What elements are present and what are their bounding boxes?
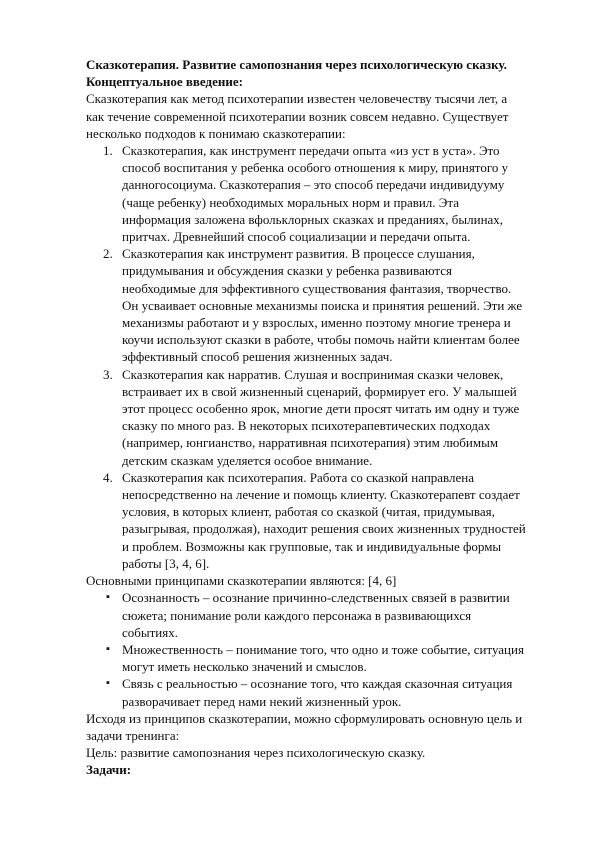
approach-item-3 bbox=[86, 366, 556, 469]
text-line: и проблем. Возможны как групповые, так и индивидуальные формы bbox=[122, 538, 502, 554]
text-line: работы [3, 4, 6]. bbox=[122, 555, 210, 571]
principle-item-reality bbox=[86, 675, 556, 709]
document-title: Сказкотерапия. Развитие самопознания через психологическую сказку. bbox=[86, 57, 507, 72]
square-bullet-icon: ▪ bbox=[106, 677, 110, 690]
square-bullet-icon: ▪ bbox=[106, 591, 110, 604]
text-line: детским сказкам уделяется особое внимание. bbox=[122, 452, 373, 468]
text-line: Сказкотерапия как метод психотерапии известен человечеству тысячи лет, а bbox=[86, 91, 508, 107]
intro-paragraph bbox=[86, 90, 556, 142]
principle-item-awareness bbox=[86, 589, 556, 641]
text-line: могут иметь несколько значений и смыслов. bbox=[122, 659, 367, 675]
text-line: (например, юнгианство, нарративная психотерапия) этим любимым bbox=[122, 435, 499, 451]
section-heading-conceptual-intro: Концептуальное введение: bbox=[86, 74, 243, 90]
text-line: информация заложена вфольклорных сказках и преданиях, былинах, bbox=[122, 211, 504, 227]
text-line: Сказкотерапия как нарратив. Слушая и воспринимая сказки человек, bbox=[122, 366, 504, 382]
text-line: способ воспитания у ребенка особого отношения к миру, принятого у bbox=[122, 160, 509, 176]
text-line: Сказкотерапия как психотерапия. Работа со сказкой направлена bbox=[122, 469, 475, 485]
text-line: несколько подходов к понимаю сказкотерапии: bbox=[86, 125, 346, 141]
goal-text: развитие самопознания через психологическую сказку. bbox=[120, 745, 426, 761]
approach-item-2 bbox=[86, 245, 556, 365]
principles-list bbox=[86, 589, 556, 709]
conclusion-paragraph bbox=[86, 710, 556, 744]
text-line: эффективный способ решения жизненных задач. bbox=[122, 349, 393, 365]
text-line: непосредственно на лечение и помощь клиенту. Сказкотерапевт создает bbox=[122, 487, 520, 503]
approaches-list bbox=[86, 142, 556, 572]
text-line: придумывания и обсуждения сказки у ребенка развиваются bbox=[122, 263, 452, 279]
text-line: Связь с реальностью – осознание того, что каждая сказочная ситуация bbox=[122, 676, 513, 692]
document-content bbox=[86, 56, 556, 779]
text-line: разыгрывая, продолжая), находит решения своих жизненных трудностей bbox=[122, 521, 526, 537]
text-line: притчах. Древнейший способ социализации и передачи опыта. bbox=[122, 229, 471, 245]
text-line: коучи используют сказки в работе, чтобы помочь найти клиентам более bbox=[122, 332, 520, 348]
text-line: Сказкотерапия как инструмент развития. В процессе слушания, bbox=[122, 246, 475, 262]
square-bullet-icon: ▪ bbox=[106, 642, 110, 655]
list-number: 2. bbox=[103, 246, 113, 262]
text-line: условия, в которых клиент, работая со сказкой (читая, придумывая, bbox=[122, 504, 495, 520]
list-number: 4. bbox=[103, 469, 113, 485]
approach-item-4 bbox=[86, 469, 556, 572]
goal-label: Цель: bbox=[86, 745, 118, 761]
text-line: этот процесс особенно ярок, многие дети просят читать им одну и туже bbox=[122, 401, 520, 417]
text-line: необходимые для эффективного существования фантазия, творчество. bbox=[122, 280, 512, 296]
goal-line bbox=[86, 744, 556, 761]
text-line: задачи тренинга: bbox=[86, 727, 180, 743]
text-line: сказку по много раз. В некоторых психотерапевтических подходах bbox=[122, 418, 491, 434]
approach-item-1 bbox=[86, 142, 556, 245]
list-number: 1. bbox=[103, 143, 113, 159]
principle-item-multiplicity bbox=[86, 641, 556, 675]
text-line: данногосоциума. Сказкотерапия – это способ передачи индивидууму bbox=[122, 177, 505, 193]
text-line: Сказкотерапия, как инструмент передачи опыта «из уст в уста». Это bbox=[122, 143, 500, 159]
text-line: разворачивает перед нами некий жизненный урок. bbox=[122, 693, 402, 709]
principles-intro: Основными принципами сказкотерапии являются: [4, 6] bbox=[86, 573, 397, 589]
text-line: событиях. bbox=[122, 624, 178, 640]
text-line: Он усваивает основные механизмы поиска и принятия решений. Эти же bbox=[122, 297, 523, 313]
text-line: Исходя из принципов сказкотерапии, можно сформулировать основную цель и bbox=[86, 710, 523, 726]
text-line: как течение современной психотерапии возник совсем недавно. Существует bbox=[86, 108, 509, 124]
list-number: 3. bbox=[103, 366, 113, 382]
text-line: механизмы работают и у взрослых, именно поэтому многие тренера и bbox=[122, 315, 511, 331]
text-line: Осознанность – осознание причинно-следственных связей в развитии bbox=[122, 590, 510, 606]
text-line: (чаще ребенку) необходимых моральных норм и правил. Эта bbox=[122, 194, 459, 210]
text-line: Множественность – понимание того, что одно и тоже событие, ситуация bbox=[122, 641, 524, 657]
text-line: встраивает их в свой жизненный сценарий, формирует его. У малышей bbox=[122, 383, 517, 399]
tasks-heading: Задачи: bbox=[86, 762, 132, 778]
text-line: сюжета; понимание роли каждого персонажа в развивающихся bbox=[122, 607, 472, 623]
